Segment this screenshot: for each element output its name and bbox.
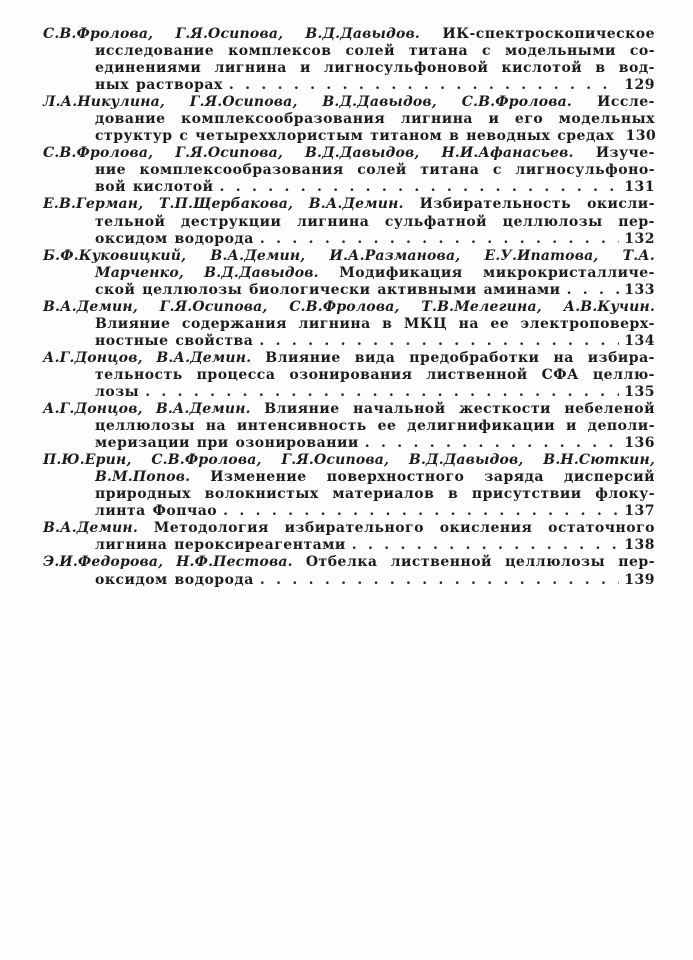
toc-line xyxy=(43,60,655,77)
toc-line xyxy=(43,384,655,401)
dot-leader xyxy=(259,333,619,350)
toc-line xyxy=(43,316,655,333)
page-number: 137 xyxy=(624,503,655,520)
toc-line xyxy=(43,128,655,145)
authors-text: В.А.Демин, Г.Я.Осипова, С.В.Фролова, Т.В.Мелегина, А.В.Кучин. xyxy=(43,298,655,315)
dot-leader xyxy=(260,572,619,589)
toc-line xyxy=(43,26,655,43)
toc-entry xyxy=(43,350,655,401)
toc-line-text xyxy=(95,128,614,145)
title-text: ностные свойства xyxy=(95,332,254,349)
toc-line-text xyxy=(95,503,217,520)
title-text: тельной деструкции лигнина сульфатной целлюлозы пер- xyxy=(95,213,655,230)
title-text: ИК-спектроскопическое xyxy=(419,26,655,42)
page-number: 138 xyxy=(624,537,655,554)
toc-line xyxy=(43,162,655,179)
toc-line xyxy=(43,43,655,60)
toc-entry xyxy=(43,94,655,145)
toc-line xyxy=(43,214,655,231)
authors-text: С.В.Фролова, Г.Я.Осипова, В.Д.Давыдов. xyxy=(43,26,420,42)
title-text: тельность процесса озонирования лиственной СФА целлю- xyxy=(95,366,655,383)
toc-line xyxy=(43,333,655,350)
toc-entry xyxy=(43,401,655,452)
title-text: Отбелка лиственной целлюлозы пер- xyxy=(292,554,655,571)
title-text: единениями лигнина и лигносульфоновой кислотой в вод- xyxy=(95,60,655,77)
page-number: 136 xyxy=(624,435,655,452)
title-text: вой кислотой xyxy=(95,179,214,196)
toc-line xyxy=(43,265,655,282)
title-text: лигнина пероксиреагентами xyxy=(95,537,346,554)
toc-line xyxy=(43,299,655,316)
toc-line xyxy=(43,248,655,265)
toc-line xyxy=(43,486,655,503)
authors-text: А.Г.Донцов, В.А.Демин. xyxy=(43,349,252,366)
toc-entry xyxy=(43,248,655,299)
page-number: 129 xyxy=(624,77,655,94)
toc-line xyxy=(43,231,655,248)
toc-line-text xyxy=(95,572,254,589)
toc-line xyxy=(43,503,655,520)
toc-line xyxy=(43,452,655,469)
dot-leader xyxy=(365,435,619,452)
toc-line xyxy=(43,554,655,571)
toc-line-text xyxy=(95,77,223,94)
toc-line xyxy=(43,282,655,299)
title-text: Влияние начальной жесткости небеленой xyxy=(250,401,655,418)
toc-entry xyxy=(43,145,655,196)
dot-leader xyxy=(229,77,619,94)
toc-line xyxy=(43,367,655,384)
title-text: ных растворах xyxy=(95,77,223,94)
authors-text: А.Г.Донцов, В.А.Демин. xyxy=(43,401,251,418)
toc-line-text xyxy=(95,333,253,350)
toc-line-text xyxy=(95,435,359,452)
toc-line-text xyxy=(95,537,346,554)
dot-leader xyxy=(219,179,619,196)
title-text: дование комплексообразования лигнина и его модельных xyxy=(95,111,655,128)
toc-entry xyxy=(43,452,655,520)
toc-line-text xyxy=(95,384,139,401)
dot-leader xyxy=(260,231,619,248)
toc-line xyxy=(43,572,655,589)
toc-entry xyxy=(43,26,655,94)
authors-text: В.М.Попов. xyxy=(95,469,191,486)
toc-line-text xyxy=(95,179,213,196)
toc-line xyxy=(43,196,655,213)
authors-text: С.В.Фролова, Г.Я.Осипова, В.Д.Давыдов, Н.И.Афанасьев. xyxy=(43,145,574,162)
page-number: 135 xyxy=(624,383,655,400)
toc-line xyxy=(43,350,655,367)
title-text: меризации при озонировании xyxy=(95,435,359,452)
toc-line-text xyxy=(95,231,254,248)
authors-text: Э.И.Федорова, Н.Ф.Пестова. xyxy=(43,554,293,571)
authors-text: Е.В.Герман, Т.П.Щербакова, В.А.Демин. xyxy=(43,196,404,213)
title-text: Модификация микрокристалличе- xyxy=(318,264,655,281)
dot-leader xyxy=(223,503,619,520)
toc-line xyxy=(43,469,655,486)
title-text: Методология избирательного окисления остаточного xyxy=(137,520,655,537)
title-text: Влияние вида предобработки на избира- xyxy=(251,349,655,366)
authors-text: Марченко, В.Д.Давыдов. xyxy=(95,264,319,281)
toc-line xyxy=(43,179,655,196)
toc-entry xyxy=(43,520,655,554)
dot-leader xyxy=(145,384,619,401)
toc-line-text xyxy=(95,282,561,299)
toc-list xyxy=(43,26,655,589)
toc-line xyxy=(43,435,655,452)
title-text: линта Фопчао xyxy=(95,503,218,520)
page-number: 132 xyxy=(624,230,655,247)
title-text: оксидом водорода xyxy=(95,230,254,247)
page-number: 139 xyxy=(624,571,655,588)
title-text: Изуче- xyxy=(573,145,655,162)
toc-line xyxy=(43,537,655,554)
toc-entry xyxy=(43,554,655,588)
toc-entry xyxy=(43,299,655,350)
authors-text: В.А.Демин. xyxy=(43,520,138,537)
authors-text: Б.Ф.Куковицкий, В.А.Демин, И.А.Разманова, Е.У.Ипатова, Т.А. xyxy=(43,247,655,264)
toc-entry xyxy=(43,196,655,247)
toc-line xyxy=(43,111,655,128)
dot-leader xyxy=(567,282,619,299)
title-text: Изменение поверхностного заряда дисперсий xyxy=(190,469,655,486)
title-text: лозы xyxy=(95,383,140,400)
title-text: Избирательность окисли- xyxy=(403,196,655,213)
title-text: ской целлюлозы биологически активными аминами xyxy=(95,281,561,298)
title-text: структур с четыреххлористым титаном в неводных средах xyxy=(95,128,615,145)
page-number: 131 xyxy=(624,179,655,196)
toc-line xyxy=(43,145,655,162)
toc-line xyxy=(43,418,655,435)
dot-leader xyxy=(352,537,619,554)
page-number: 133 xyxy=(624,281,655,298)
toc-line xyxy=(43,77,655,94)
authors-text: П.Ю.Ерин, С.В.Фролова, Г.Я.Осипова, В.Д.Давыдов, В.Н.Сюткин, xyxy=(43,452,655,469)
title-text: исследование комплексов солей титана с модельными со- xyxy=(95,43,655,60)
page-number: 130 xyxy=(625,128,657,145)
toc-line xyxy=(43,401,655,418)
title-text: целлюлозы на интенсивность ее делигнификации и деполи- xyxy=(95,418,655,435)
title-text: Влияние содержания лигнина в МКЦ на ее электроповерх- xyxy=(95,315,655,332)
title-text: ние комплексообразования солей титана с лигносульфоно- xyxy=(95,162,655,179)
title-text: Иссле- xyxy=(571,94,655,111)
authors-text: Л.А.Никулина, Г.Я.Осипова, В.Д.Давыдов, С.В.Фролова. xyxy=(43,94,572,111)
toc-line xyxy=(43,94,655,111)
toc-line xyxy=(43,520,655,537)
page-number: 134 xyxy=(624,332,655,349)
title-text: оксидом водорода xyxy=(95,571,254,588)
title-text: природных волокнистых материалов в присутствии флоку- xyxy=(95,486,655,503)
